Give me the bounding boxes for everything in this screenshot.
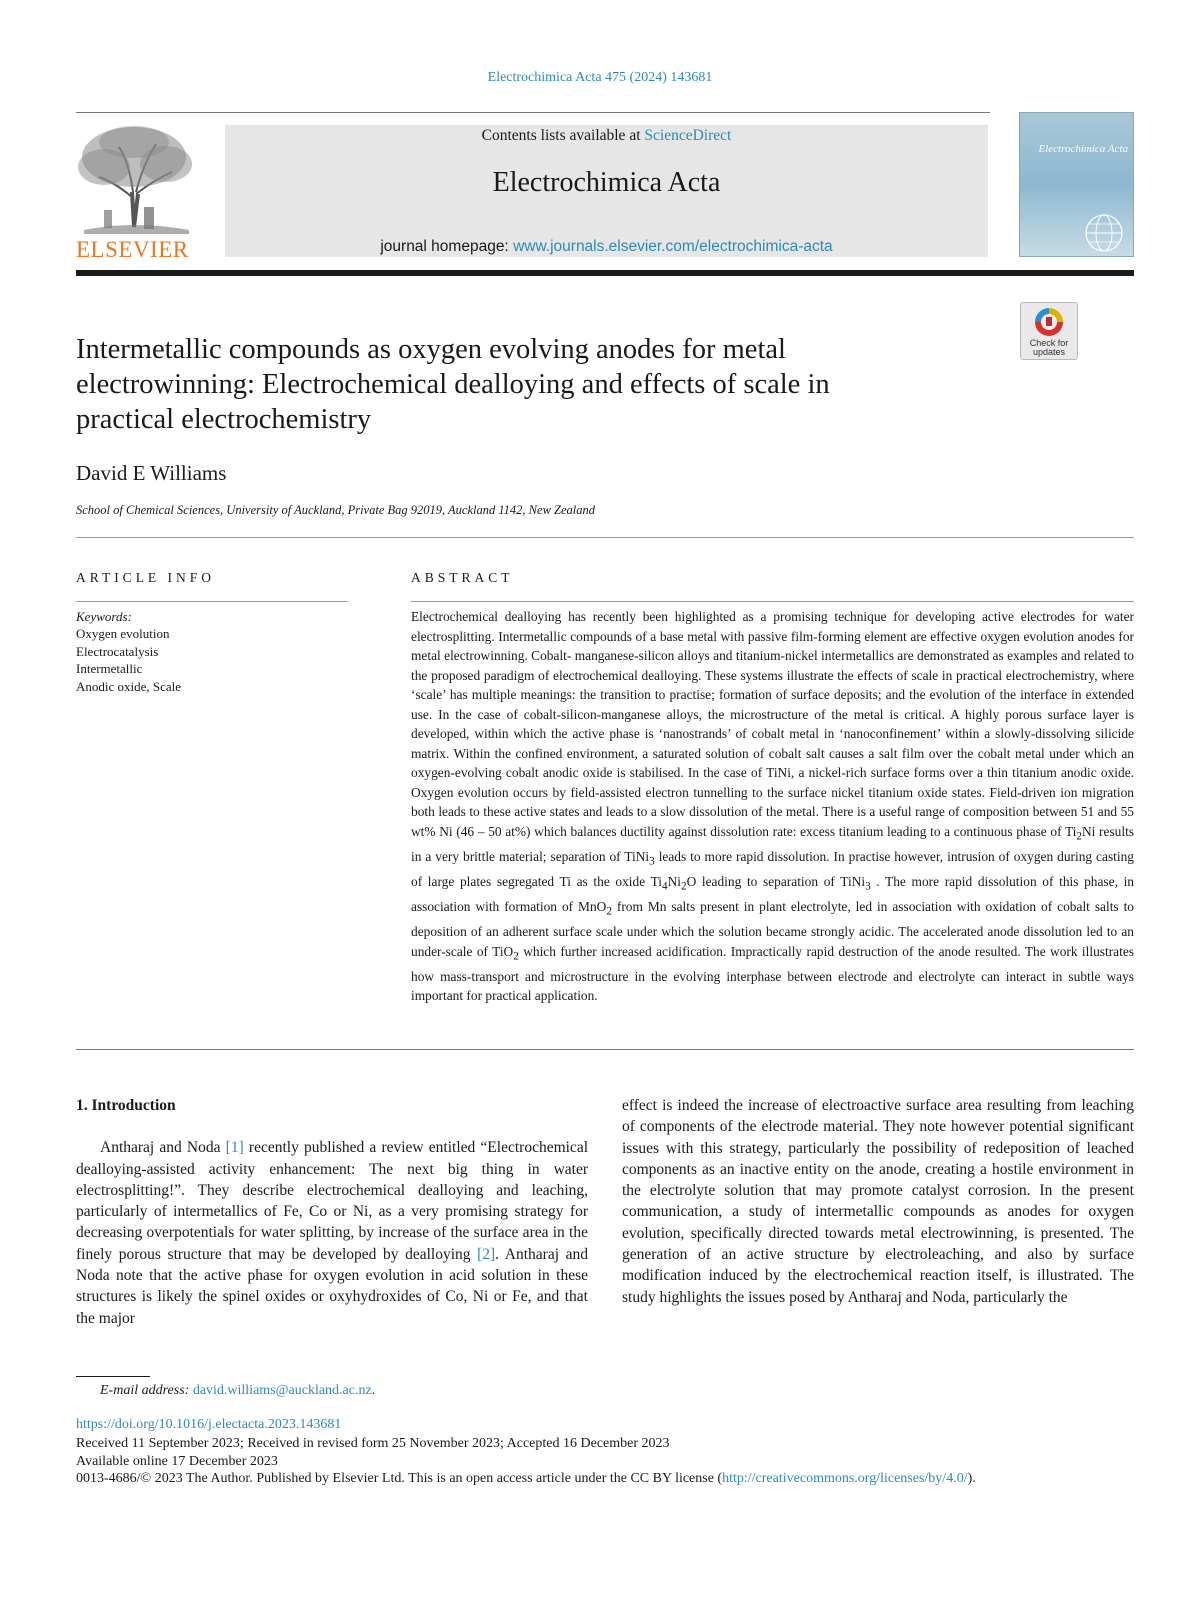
sciencedirect-link[interactable]: ScienceDirect	[644, 127, 732, 144]
contents-line	[225, 127, 988, 145]
journal-homepage-link[interactable]: www.journals.elsevier.com/electrochimica-acta	[513, 238, 833, 255]
abstract-heading: ABSTRACT	[411, 570, 514, 585]
journal-cover-thumbnail	[1019, 112, 1134, 257]
keyword-item: Electrocatalysis	[76, 643, 159, 659]
introduction-heading: 1. Introduction	[76, 1097, 176, 1114]
keyword-item: Oxygen evolution	[76, 626, 170, 642]
reference-link-2[interactable]: [2]	[477, 1245, 496, 1263]
article-info-rule	[76, 601, 348, 602]
abstract-segment: . The more rapid dissolution of this phase, in association with formation of MnO	[411, 873, 1134, 915]
abstract-rule	[411, 601, 1134, 602]
keywords-block	[76, 608, 348, 695]
elsevier-wordmark: ELSEVIER	[76, 237, 189, 262]
abstract-text	[411, 607, 1134, 1006]
publication-dates	[76, 1435, 976, 1488]
author-affiliation: School of Chemical Sciences, University of Auckland, Private Bag 92019, Auckland 1142, New Zealand	[76, 503, 596, 517]
check-updates-icon	[1035, 308, 1063, 336]
reference-link-1[interactable]: [1]	[225, 1139, 244, 1157]
email-end: .	[371, 1383, 376, 1398]
abstract-end-rule	[76, 1049, 1134, 1050]
body-right-column	[622, 1095, 1134, 1308]
author-name: David E Williams	[76, 461, 227, 485]
abstract-segment: from Mn salts present in plant electrolyte, led in association with oxidation of cobalt salts to deposition of an adherent surface scale under which the solution became strongly acidic. The accelerated anode dissolution led to an under-scale of TiO	[411, 899, 1135, 959]
subscript: 3	[865, 880, 871, 893]
article-info-heading: ARTICLE INFO	[76, 570, 216, 585]
abstract-segment: Ni	[667, 873, 681, 889]
bookmark-icon	[1046, 317, 1052, 326]
journal-title: Electrochimica Acta	[492, 167, 721, 198]
subscript: 2	[680, 880, 687, 893]
doi-link[interactable]: https://doi.org/10.1016/j.electacta.2023.143681	[76, 1417, 342, 1432]
abstract-segment: which further increased acidification. Impractically rapid destruction of the anode resulted. The work illustrates how mass-transport and microstructure in the evolving interphase between electrode and electrolyte can interact in subtle ways important for practical application.	[411, 943, 1134, 1004]
license-line	[76, 1470, 976, 1488]
subscript: 2	[513, 950, 519, 963]
introduction-paragraph	[76, 1137, 588, 1329]
intro-segment: . Antharaj and Noda note that the active phase for oxygen evolution in acid solution in these structures is likely the spinel oxides or oxyhydroxides of Co, Ni or Fe, and that the major	[76, 1245, 588, 1327]
author-email-link[interactable]: david.williams@auckland.ac.nz	[192, 1383, 372, 1398]
homepage-line	[225, 238, 988, 256]
journal-reference[interactable]: Electrochimica Acta 475 (2024) 143681	[487, 70, 713, 85]
abstract-segment: Ni results in a very brittle material; separation of TiNi	[411, 823, 1135, 864]
article-title: Intermetallic compounds as oxygen evolving anodes for metal electrowinning: Electrochemical dealloying and effects of scale in practical electrochemistry	[76, 334, 830, 435]
body-left-column	[76, 1095, 588, 1329]
abstract-segment: leads to more rapid dissolution. In practise however, intrusion of oxygen during casting of large plates segregated Ti as the oxide Ti	[411, 848, 1134, 889]
license-link[interactable]: http://creativecommons.org/licenses/by/4.0/	[722, 1471, 968, 1486]
received-dates: Received 11 September 2023; Received in revised form 25 November 2023; Accepted 16 December 2023	[76, 1436, 670, 1451]
email-footnote	[100, 1383, 375, 1399]
header-top-rule	[76, 112, 990, 113]
abstract-segment: O leading to separation of TiNi	[686, 873, 866, 889]
subscript: 3	[649, 855, 655, 868]
keyword-item: Intermetallic	[76, 661, 143, 677]
footnote-rule	[76, 1376, 150, 1377]
header-thick-rule	[76, 270, 1134, 276]
subscript: 4	[662, 880, 668, 893]
intro-segment: recently published a review entitled “Electrochemical dealloying-assisted activity enhancement: The next big thing in water electrosplitting!”. They describe electrochemical dealloying and leaching, particularly of intermetallics of Fe, Co or Ni, as a very promising strategy for decreasing overpotentials for water splitting, by increase of the surface area in the finely porous structure that may be developed by dealloying	[76, 1139, 589, 1263]
homepage-prefix: journal homepage:	[380, 238, 514, 255]
check-updates-icon-center	[1041, 314, 1057, 330]
email-label: E-mail address:	[100, 1383, 190, 1398]
check-for-updates-button[interactable]	[1020, 302, 1078, 360]
introduction-continued: effect is indeed the increase of electroactive surface area resulting from leaching of components of the electrode material. They note however potential significant issues with this strategy, particularly the possibility of redeposition of leached components as an inactive entity on the anode, creating a hostile environment in the electrolyte solution that may promote catalyst corrosion. In the present communication, a study of intermetallic compounds as anodes for oxygen evolution, specifically directed towards metal electrowinning, is presented. The generation of an active structure by electroleaching, and also by surface modification induced by the electrochemical reaction itself, is illustrated. The study highlights the issues posed by Antharaj and Noda, particularly the	[622, 1097, 1134, 1306]
subscript: 2	[606, 905, 612, 918]
subscript: 2	[1076, 830, 1082, 843]
available-online: Available online 17 December 2023	[76, 1453, 278, 1469]
check-updates-label: Check for updates	[1029, 338, 1069, 357]
intro-segment: Antharaj and Noda	[100, 1139, 226, 1157]
cover-title: Electrochimica Acta	[1038, 143, 1128, 155]
keywords-label: Keywords:	[76, 609, 132, 624]
title-separator-rule	[76, 537, 1134, 538]
contents-prefix: Contents lists available at	[481, 127, 645, 144]
keyword-item: Anodic oxide, Scale	[76, 678, 182, 694]
abstract-segment: Electrochemical dealloying has recently been highlighted as a promising technique for developing active electrodes for water electrosplitting. Intermetallic compounds of a base metal with passive film-forming element are effective oxygen evolution anodes for metal electrowinning. Cobalt- manganese-silicon alloys and titanium-nickel intermetallics are demonstrated as examples and related to the proposed paradigm of electrochemical dealloying. These systems illustrate the effects of scale in practical electrochemistry, where ‘scale’ has multiple meanings: the transition to practise; formation of surface deposits; and the evolution of the interface in extended use. In the case of cobalt-silicon-manganese alloys, the microstructure of the metal is critical. A highly porous surface layer is developed, within which the active phase is ‘nanostrands’ of cobalt metal in ‘nanoconfinement’ within a slowly-dissolving silicide matrix. Within the confined environment, a saturated solution of cobalt salt causes a salt film over the cobalt metal under which an oxygen-evolving cobalt anodic oxide is stabilised. In the case of TiNi, a nickel-rich surface forms over a thin titanium anodic oxide. Oxygen evolution occurs by field-assisted electron tunnelling to the surface nickel titanium oxide states. Field-driven ion migration both leads to these active states and leads to a slow dissolution of the metal. There is a useful range of composition between 51 and 55 wt% Ni (46 – 50 at%) which balances ductility against dissolution rate: excess titanium leading to a continuous phase of Ti	[411, 609, 1134, 839]
license-prefix: 0013-4686/© 2023 The Author. Published by Elsevier Ltd. This is an open access article under the CC BY license (	[76, 1471, 723, 1486]
license-suffix: ).	[967, 1471, 976, 1486]
globe-icon	[1082, 213, 1126, 253]
